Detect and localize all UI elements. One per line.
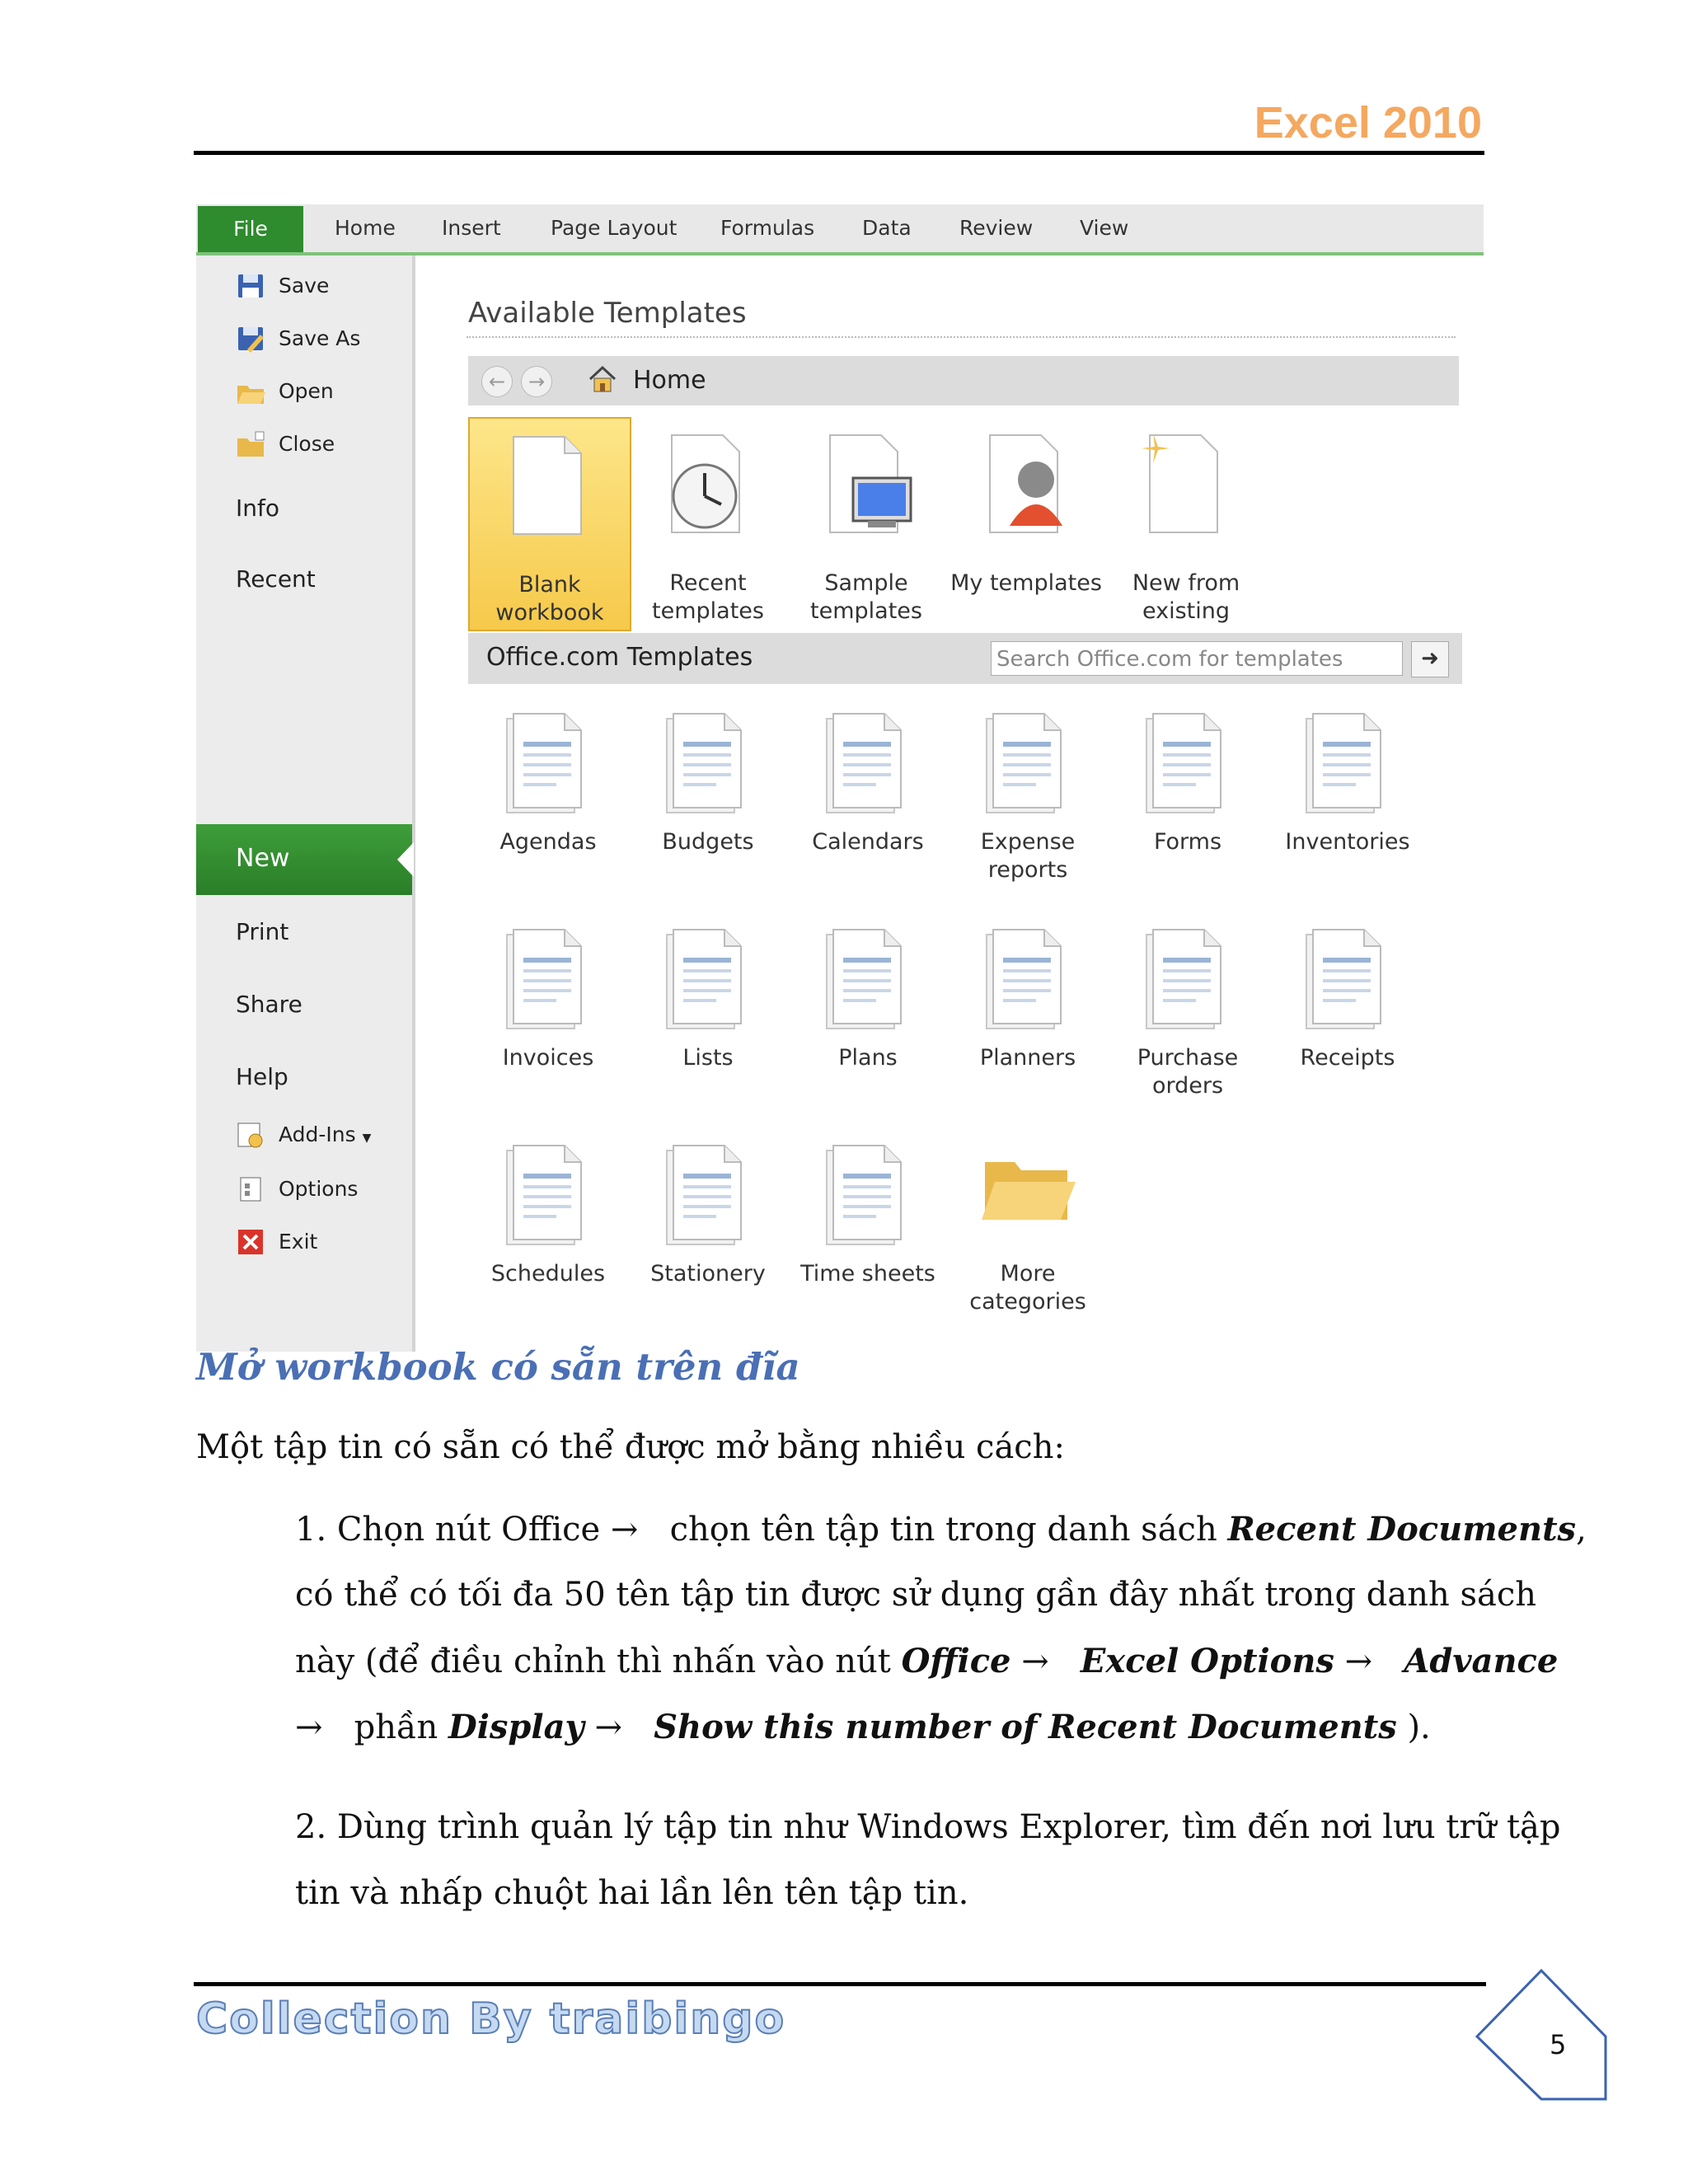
- item2-line1: 2. Dùng trình quản lý tập tin như Windows Explorer, tìm đến nơi lưu trữ tập: [295, 1808, 1561, 1846]
- category-time-sheets[interactable]: [788, 1127, 948, 1333]
- tile-label: Blank: [518, 572, 581, 598]
- template-new-from-existing[interactable]: [1106, 417, 1266, 628]
- template-document-icon: [499, 1141, 589, 1248]
- menu-new-label: New: [236, 844, 290, 873]
- category-receipts[interactable]: [1268, 912, 1428, 1118]
- emphasis: Advance: [1404, 1642, 1559, 1680]
- page-number-badge-icon: [1472, 1966, 1611, 2104]
- category-expense-reports[interactable]: [948, 696, 1108, 902]
- my-templates-person-icon: [977, 430, 1076, 537]
- nav-home-label[interactable]: Home: [633, 366, 706, 395]
- section-heading: Mở workbook có sẵn trên đĩa: [196, 1345, 800, 1389]
- category-invoices[interactable]: [468, 912, 628, 1118]
- emphasis: Display: [448, 1708, 584, 1746]
- menu-add-ins[interactable]: [279, 1122, 371, 1146]
- folder-icon: [978, 1141, 1077, 1231]
- tile-label: templates: [652, 598, 764, 624]
- chevron-down-icon: ▼: [362, 1132, 372, 1145]
- emphasis: Office: [901, 1642, 1011, 1680]
- category-calendars[interactable]: [788, 696, 948, 902]
- sample-monitor-icon: [817, 430, 916, 537]
- text: 1. Chọn nút Office: [295, 1511, 601, 1549]
- tile-label: Agendas: [499, 829, 597, 855]
- options-icon: [236, 1175, 265, 1203]
- header-rule: [194, 151, 1484, 155]
- tile-label: reports: [987, 857, 1068, 883]
- category-more-categories[interactable]: [948, 1127, 1108, 1333]
- menu-print[interactable]: Print: [236, 918, 289, 945]
- template-sample[interactable]: [786, 417, 946, 628]
- excel-backstage-screenshot: [196, 204, 1484, 1352]
- tile-label: Purchase: [1137, 1045, 1239, 1071]
- menu-info[interactable]: Info: [236, 494, 279, 522]
- template-document-icon: [499, 925, 589, 1032]
- category-inventories[interactable]: [1268, 696, 1428, 902]
- templates-nav-bar: [468, 356, 1459, 405]
- arrow-icon: →: [610, 1511, 639, 1549]
- tab-page-layout[interactable]: Page Layout: [551, 216, 678, 240]
- category-stationery[interactable]: [628, 1127, 788, 1333]
- tile-label: Receipts: [1300, 1045, 1395, 1071]
- tab-data[interactable]: Data: [862, 216, 912, 240]
- search-go-arrow-icon[interactable]: ➜: [1411, 641, 1449, 677]
- tile-label: orders: [1151, 1073, 1224, 1099]
- tab-formulas[interactable]: Formulas: [720, 216, 815, 240]
- tile-label: existing: [1142, 598, 1231, 624]
- menu-save-as[interactable]: Save As: [279, 326, 361, 350]
- template-document-icon: [818, 1141, 909, 1248]
- menu-recent[interactable]: Recent: [236, 565, 316, 593]
- backstage-sidebar: [196, 255, 415, 1352]
- tile-label: Stationery: [650, 1261, 766, 1286]
- template-document-icon: [978, 925, 1069, 1032]
- menu-open[interactable]: Open: [279, 379, 334, 403]
- footer-rule: [194, 1982, 1486, 1986]
- tile-label: New from: [1132, 570, 1240, 596]
- category-agendas[interactable]: [468, 696, 628, 902]
- template-my-templates[interactable]: [946, 417, 1106, 628]
- tile-label: Inventories: [1285, 829, 1410, 855]
- template-blank-workbook[interactable]: [468, 417, 631, 631]
- item2-line2: tin và nhấp chuột hai lần lên tên tập tin.: [295, 1874, 969, 1912]
- tile-label: More: [1000, 1261, 1056, 1286]
- template-recent[interactable]: [628, 417, 788, 628]
- emphasis: Recent Documents: [1227, 1510, 1577, 1549]
- item1-line1: [295, 1510, 1587, 1549]
- category-plans[interactable]: [788, 912, 948, 1118]
- page-header-title: Excel 2010: [1254, 98, 1482, 148]
- template-document-icon: [978, 709, 1069, 816]
- item1-line2: có thể có tối đa 50 tên tập tin được sử dụng gần đây nhất trong danh sách: [295, 1576, 1536, 1614]
- template-document-icon: [499, 709, 589, 816]
- template-document-icon: [659, 1141, 749, 1248]
- tile-label: categories: [969, 1289, 1086, 1315]
- office-com-templates-bar: [468, 633, 1462, 684]
- tab-home[interactable]: Home: [335, 216, 396, 240]
- tile-label: Sample: [824, 570, 908, 596]
- menu-new[interactable]: [196, 824, 412, 895]
- category-forms[interactable]: [1108, 696, 1268, 902]
- text: này (để điều chỉnh thì nhấn vào nút: [295, 1643, 891, 1680]
- category-lists[interactable]: [628, 912, 788, 1118]
- tab-insert[interactable]: Insert: [442, 216, 501, 240]
- item1-line4: [295, 1708, 1431, 1746]
- back-arrow-icon[interactable]: ←: [481, 366, 513, 397]
- category-planners[interactable]: [948, 912, 1108, 1118]
- tile-label: Budgets: [662, 829, 754, 855]
- tab-file[interactable]: File: [198, 206, 303, 252]
- arrow-icon: →: [295, 1708, 323, 1746]
- template-document-icon: [659, 709, 749, 816]
- template-document-icon: [818, 709, 909, 816]
- close-folder-icon: [236, 430, 265, 458]
- text: ).: [1407, 1708, 1431, 1746]
- add-ins-icon: [236, 1121, 265, 1149]
- template-document-icon: [1298, 709, 1389, 816]
- template-search-input[interactable]: Search Office.com for templates: [991, 641, 1403, 676]
- tile-label: Planners: [979, 1045, 1076, 1071]
- menu-help[interactable]: Help: [236, 1063, 288, 1090]
- menu-exit[interactable]: Exit: [279, 1230, 318, 1254]
- template-document-icon: [1298, 925, 1389, 1032]
- new-sparkle-document-icon: [1137, 430, 1227, 537]
- template-document-icon: [1138, 925, 1229, 1032]
- forward-arrow-icon[interactable]: →: [521, 366, 552, 397]
- text: phần: [354, 1708, 438, 1746]
- template-document-icon: [818, 925, 909, 1032]
- ribbon-tabs: [196, 204, 1484, 255]
- title-divider: [467, 336, 1456, 338]
- template-document-icon: [1138, 709, 1229, 816]
- home-icon[interactable]: [587, 364, 618, 394]
- tile-label: Plans: [838, 1045, 898, 1071]
- category-budgets[interactable]: [628, 696, 788, 902]
- arrow-icon: →: [1021, 1643, 1049, 1680]
- blank-document-icon: [500, 432, 591, 539]
- menu-add-ins-label: Add-Ins: [279, 1122, 356, 1146]
- arrow-icon: →: [594, 1708, 622, 1746]
- tile-label: Forms: [1153, 829, 1222, 855]
- intro-paragraph: Một tập tin có sẵn có thể được mở bằng nhiều cách:: [196, 1428, 1065, 1466]
- tab-review[interactable]: Review: [959, 216, 1034, 240]
- tile-label: Expense: [980, 829, 1076, 855]
- tile-label: Calendars: [812, 829, 924, 855]
- item1-line3: [295, 1642, 1558, 1680]
- save-as-icon: [236, 325, 265, 353]
- office-com-title: Office.com Templates: [486, 643, 753, 672]
- tile-label: Invoices: [502, 1045, 594, 1071]
- tile-label: My templates: [950, 570, 1102, 596]
- exit-icon: [236, 1228, 265, 1256]
- page-number: 5: [1550, 2029, 1567, 2060]
- category-schedules[interactable]: [468, 1127, 628, 1333]
- template-document-icon: [659, 925, 749, 1032]
- category-purchase-orders[interactable]: [1108, 912, 1268, 1118]
- available-templates-title: Available Templates: [468, 297, 747, 330]
- arrow-icon: →: [1344, 1643, 1373, 1680]
- footer-brand: Collection By traibingo: [196, 1994, 786, 2044]
- menu-options[interactable]: Options: [279, 1177, 359, 1201]
- recent-clock-icon: [659, 430, 749, 537]
- open-folder-icon: [236, 377, 265, 405]
- emphasis: Excel Options: [1080, 1642, 1334, 1680]
- menu-share[interactable]: Share: [236, 991, 302, 1018]
- tile-label: templates: [810, 598, 922, 624]
- tile-label: Time sheets: [800, 1261, 935, 1286]
- tile-label: Schedules: [490, 1261, 606, 1286]
- emphasis: Show this number of Recent Documents: [654, 1708, 1397, 1746]
- tab-view[interactable]: View: [1080, 216, 1129, 240]
- tile-label: Lists: [682, 1045, 734, 1071]
- text: chọn tên tập tin trong danh sách: [669, 1511, 1217, 1549]
- text: ,: [1576, 1511, 1587, 1549]
- menu-save[interactable]: Save: [279, 274, 330, 298]
- tile-label: workbook: [495, 600, 604, 626]
- save-icon: [236, 272, 265, 300]
- menu-close[interactable]: Close: [279, 432, 335, 456]
- tile-label: Recent: [669, 570, 747, 596]
